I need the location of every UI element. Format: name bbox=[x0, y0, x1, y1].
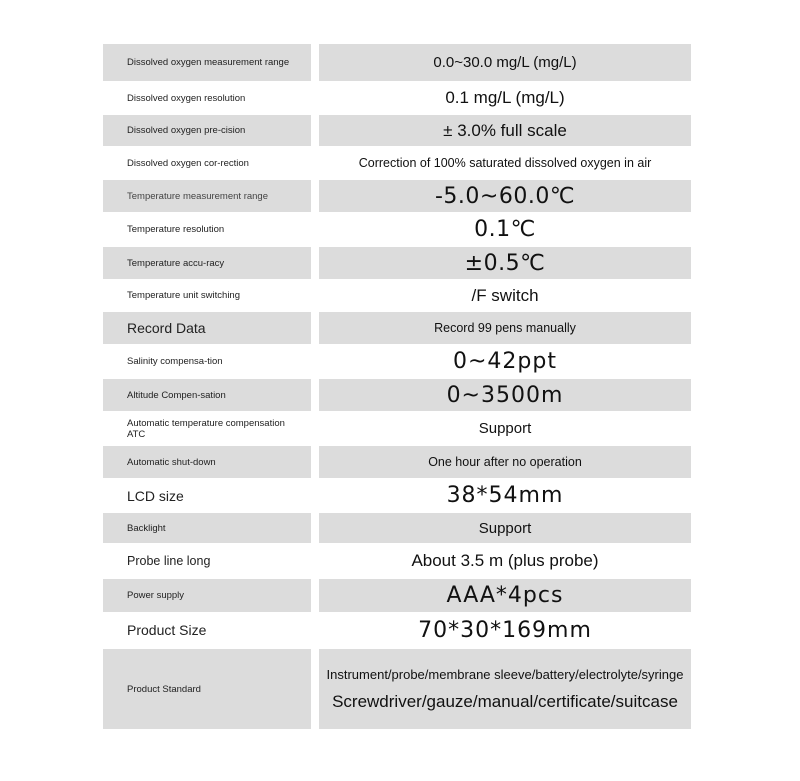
spec-value: ±0.5℃ bbox=[319, 247, 691, 279]
spec-label: Temperature accu-racy bbox=[103, 247, 311, 279]
spec-row bbox=[103, 115, 691, 146]
spec-row bbox=[103, 146, 691, 180]
spec-value: ± 3.0% full scale bbox=[319, 115, 691, 146]
spec-value: /F switch bbox=[471, 285, 539, 305]
spec-label: Product Standard bbox=[103, 649, 311, 729]
spec-label: LCD size bbox=[127, 487, 184, 504]
spec-row bbox=[103, 81, 691, 115]
spec-row bbox=[103, 411, 691, 446]
spec-label: Probe line long bbox=[127, 553, 211, 568]
standard-line-2: Screwdriver/gauze/manual/certificate/suitcase bbox=[332, 691, 678, 711]
spec-row bbox=[103, 379, 691, 411]
spec-value: 0.1 mg/L (mg/L) bbox=[445, 88, 565, 107]
spec-value: One hour after no operation bbox=[319, 446, 691, 478]
spec-value: AAA*4pcs bbox=[319, 579, 691, 612]
spec-label: Dissolved oxygen cor-rection bbox=[127, 157, 249, 169]
standard-line-1: Instrument/probe/membrane sleeve/battery/electrolyte/syringe bbox=[326, 666, 684, 682]
spec-row bbox=[103, 44, 691, 81]
spec-label: Product Size bbox=[127, 622, 207, 638]
spec-label: Power supply bbox=[103, 579, 311, 612]
spec-row bbox=[103, 247, 691, 279]
spec-label: Temperature unit switching bbox=[127, 290, 240, 301]
spec-value: Correction of 100% saturated dissolved oxygen in air bbox=[358, 156, 652, 170]
spec-value: Support bbox=[478, 420, 532, 437]
spec-row bbox=[103, 180, 691, 212]
spec-label: Salinity compensa-tion bbox=[127, 356, 223, 367]
spec-value: Support bbox=[319, 513, 691, 543]
spec-row bbox=[103, 312, 691, 344]
spec-label: Backlight bbox=[103, 513, 311, 543]
spec-row-standard bbox=[103, 649, 691, 729]
spec-value: Record 99 pens manually bbox=[319, 312, 691, 344]
spec-row bbox=[103, 344, 691, 379]
spec-row bbox=[103, 543, 691, 579]
spec-value: 70*30*169mm bbox=[418, 617, 592, 643]
spec-value: 0~3500m bbox=[319, 379, 691, 411]
spec-row bbox=[103, 579, 691, 612]
spec-value: 38*54mm bbox=[446, 483, 564, 508]
spec-label: Dissolved oxygen pre-cision bbox=[103, 115, 311, 146]
spec-value: 0~42ppt bbox=[453, 349, 557, 374]
spec-row bbox=[103, 612, 691, 648]
spec-value: About 3.5 m (plus probe) bbox=[411, 551, 599, 570]
spec-row bbox=[103, 478, 691, 513]
spec-row bbox=[103, 279, 691, 312]
spec-label: Automatic temperature compensation ATC bbox=[127, 417, 285, 440]
spec-value bbox=[319, 649, 691, 729]
spec-row bbox=[103, 212, 691, 247]
spec-label: Dissolved oxygen measurement range bbox=[103, 44, 311, 81]
spec-value: -5.0~60.0℃ bbox=[319, 180, 691, 212]
spec-label: Automatic shut-down bbox=[103, 446, 311, 478]
spec-label: Altitude Compen-sation bbox=[103, 379, 311, 411]
spec-row bbox=[103, 446, 691, 478]
spec-row bbox=[103, 513, 691, 543]
spec-value: 0.1℃ bbox=[474, 217, 536, 242]
spec-label: Temperature resolution bbox=[127, 224, 225, 235]
spec-label: Temperature measurement range bbox=[103, 180, 311, 212]
spec-label: Record Data bbox=[103, 312, 311, 344]
spec-label: Dissolved oxygen resolution bbox=[127, 92, 246, 104]
spec-value: 0.0~30.0 mg/L (mg/L) bbox=[319, 44, 691, 81]
